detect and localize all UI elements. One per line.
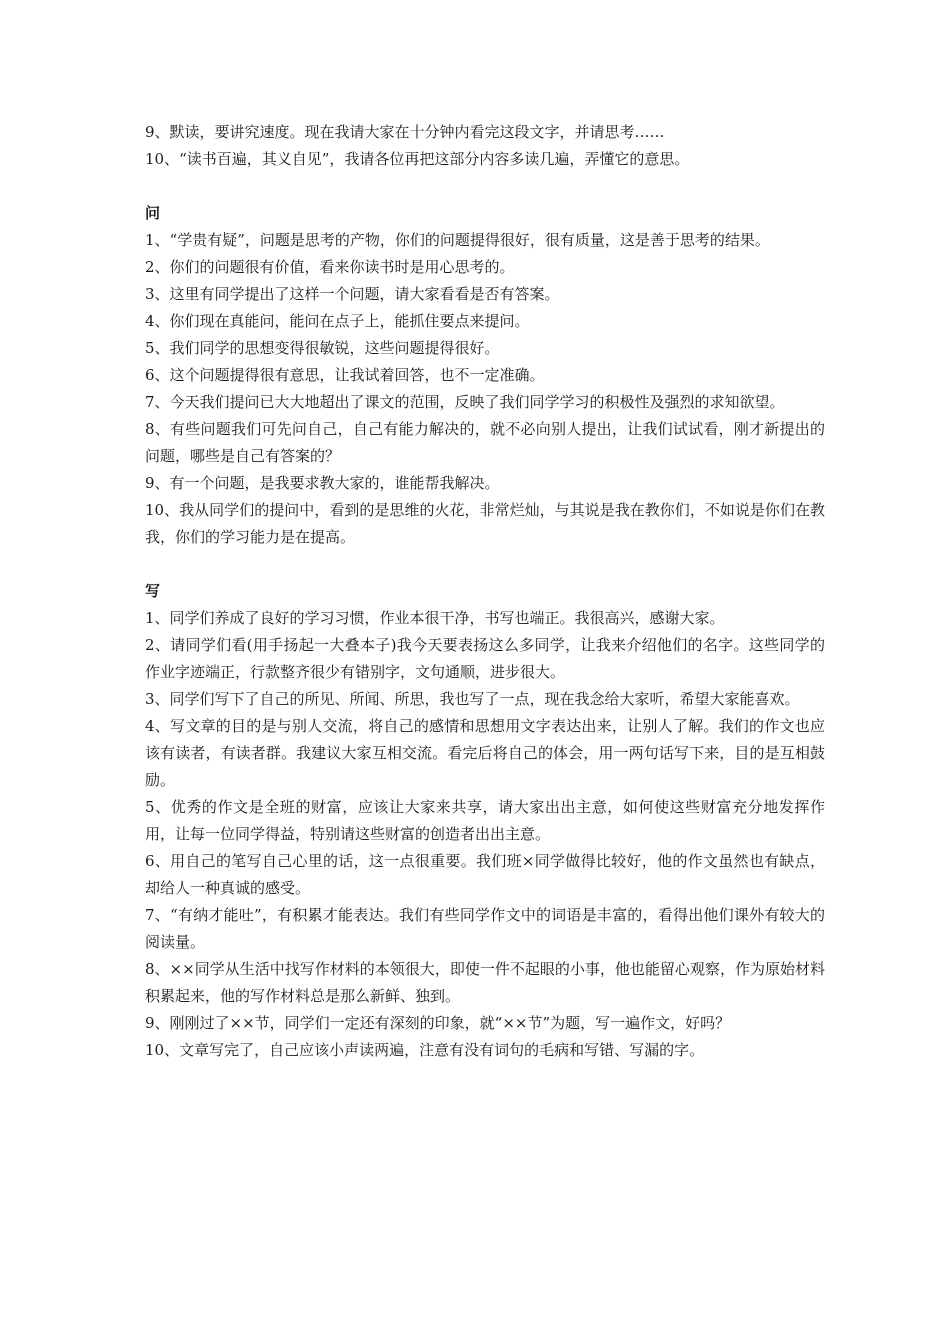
- list-item: 9、默读，要讲究速度。现在我请大家在十分钟内看完这段文字，并请思考……: [145, 123, 665, 141]
- list-item: 6、用自己的笔写自己心里的话，这一点很重要。我们班×同学做得比较好，他的作文虽然也有缺点，却给人一种真诚的感受。: [145, 852, 825, 897]
- list-item: 2、请同学们看(用手扬起一大叠本子)我今天要表扬这么多同学，让我来介绍他们的名字。这些同学的作业字迹端正，行款整齐很少有错别字，文句通顺，进步很大。: [145, 636, 825, 681]
- list-item: 3、这里有同学提出了这样一个问题，请大家看看是否有答案。: [145, 285, 560, 303]
- section-spacer: [145, 173, 825, 200]
- section-spacer: [145, 551, 825, 578]
- list-item: 6、这个问题提得很有意思，让我试着回答，也不一定准确。: [145, 366, 545, 384]
- list-item: 8、有些问题我们可先问自己，自己有能力解决的，就不必向别人提出，让我们试试看，刚才新提出的问题，哪些是自己有答案的？: [145, 420, 825, 465]
- ask-section: [145, 200, 825, 551]
- list-item: 3、同学们写下了自己的所见、所闻、所思，我也写了一点，现在我念给大家听，希望大家能喜欢。: [145, 690, 800, 708]
- list-item: 7、今天我们提问已大大地超出了课文的范围，反映了我们同学学习的积极性及强烈的求知欲望。: [145, 393, 785, 411]
- document-body: [145, 119, 825, 1064]
- list-item: 10、“读书百遍，其义自见”，我请各位再把这部分内容多读几遍，弄懂它的意思。: [145, 150, 690, 168]
- list-item: 9、有一个问题，是我要求教大家的，谁能帮我解决。: [145, 474, 500, 492]
- list-item: 1、“学贵有疑”，问题是思考的产物，你们的问题提得很好，很有质量，这是善于思考的结果。: [145, 231, 770, 249]
- list-item: 7、“有纳才能吐”，有积累才能表达。我们有些同学作文中的词语是丰富的，看得出他们课外有较大的阅读量。: [145, 906, 825, 951]
- list-item: 9、刚刚过了××节，同学们一定还有深刻的印象，就“××节”为题，写一遍作文，好吗？: [145, 1014, 731, 1032]
- list-item: 2、你们的问题很有价值，看来你读书时是用心思考的。: [145, 258, 515, 276]
- section-heading-ask: 问: [145, 204, 161, 222]
- write-section: [145, 578, 825, 1064]
- list-item: 1、同学们养成了良好的学习习惯，作业本很干净，书写也端正。我很高兴，感谢大家。: [145, 609, 725, 627]
- list-item: 10、文章写完了，自己应该小声读两遍，注意有没有词句的毛病和写错、写漏的字。: [145, 1041, 705, 1059]
- list-item: 4、你们现在真能问，能问在点子上，能抓住要点来提问。: [145, 312, 530, 330]
- list-item: 5、我们同学的思想变得很敏锐，这些问题提得很好。: [145, 339, 500, 357]
- list-item: 10、我从同学们的提问中，看到的是思维的火花，非常烂灿，与其说是我在教你们，不如说是你们在教我，你们的学习能力是在提高。: [145, 501, 825, 546]
- section-heading-write: 写: [145, 582, 161, 600]
- read-section-tail: [145, 119, 825, 173]
- list-item: 5、优秀的作文是全班的财富，应该让大家来共享，请大家出出主意，如何使这些财富充分地发挥作用，让每一位同学得益，特别请这些财富的创造者出出主意。: [145, 798, 825, 843]
- list-item: 4、写文章的目的是与别人交流，将自己的感情和思想用文字表达出来，让别人了解。我们的作文也应该有读者，有读者群。我建议大家互相交流。看完后将自己的体会，用一两句话写下来，目的是互相鼓励。: [145, 717, 825, 789]
- list-item: 8、××同学从生活中找写作材料的本领很大，即使一件不起眼的小事，他也能留心观察，作为原始材料积累起来，他的写作材料总是那么新鲜、独到。: [145, 960, 825, 1005]
